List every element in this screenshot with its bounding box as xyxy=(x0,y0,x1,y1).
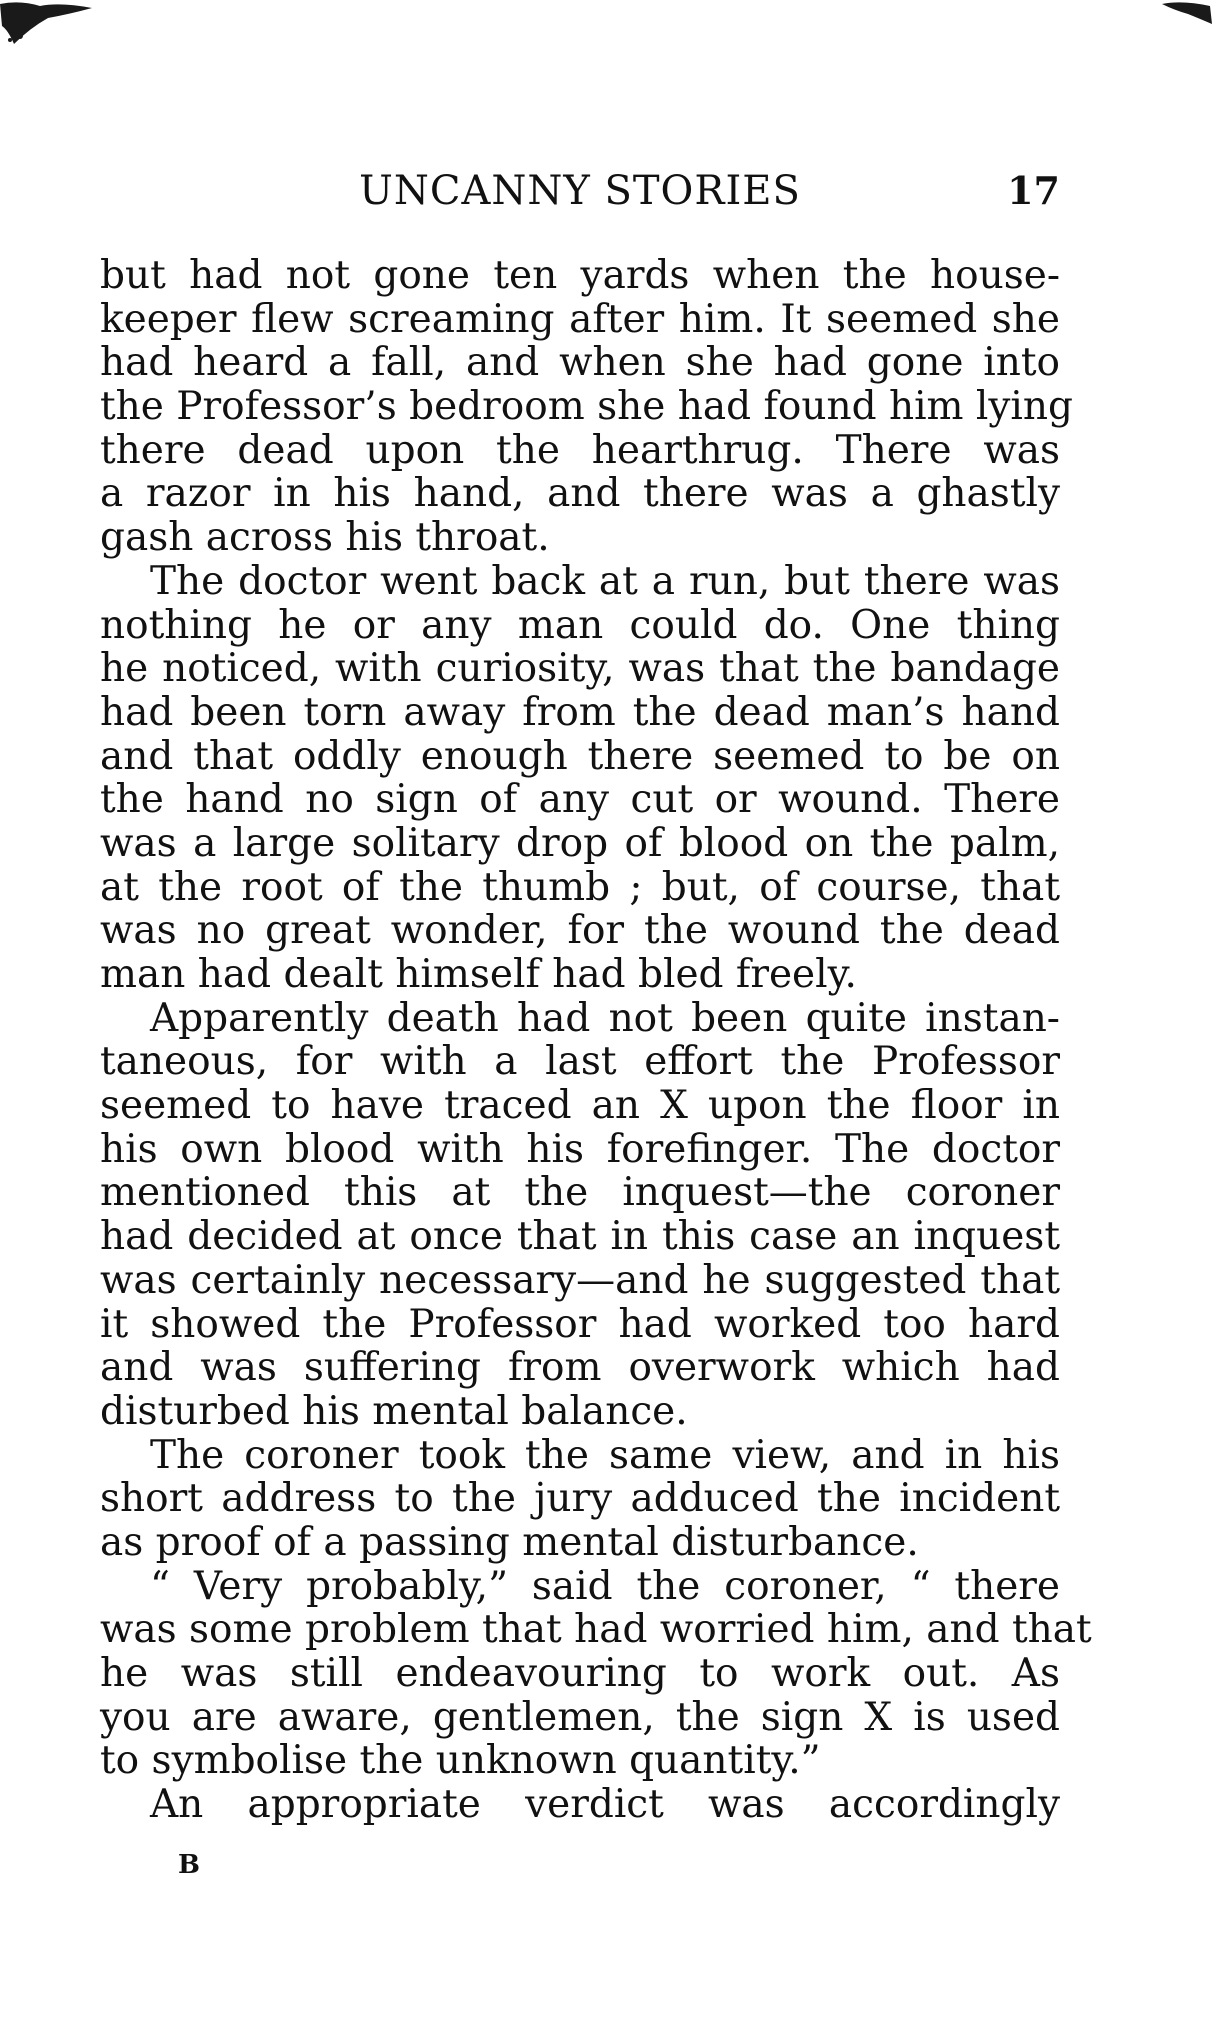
text-line: disturbed his mental balance. xyxy=(100,1388,688,1434)
text-line: seemed to have traced an X upon the floor in xyxy=(100,1083,1060,1129)
text-line: and that oddly enough there seemed to be on xyxy=(100,733,1060,779)
text-line: the Professor’s bedroom she had found him lying xyxy=(100,384,1073,430)
text-line: nothing he or any man could do. One thing xyxy=(100,602,1060,648)
ink-blot-decoration xyxy=(0,0,100,50)
text-line: a razor in his hand, and there was a ghastly xyxy=(100,471,1060,517)
text-line: had heard a fall, and when she had gone into xyxy=(100,340,1060,386)
text-line: he noticed, with curiosity, was that the bandage xyxy=(100,646,1060,692)
text-line: keeper flew screaming after him. It seemed she xyxy=(100,296,1060,342)
text-line: but had not gone ten yards when the house- xyxy=(100,253,1060,298)
text-line: gash across his throat. xyxy=(100,515,550,561)
text-line: was a large solitary drop of blood on the palm, xyxy=(100,820,1060,866)
running-header xyxy=(100,166,1060,216)
text-line: at the root of the thumb ; but, of course, that xyxy=(100,864,1060,910)
text-line: he was still endeavouring to work out. As xyxy=(100,1651,1060,1696)
text-line: there dead upon the hearthrug. There was xyxy=(100,427,1060,473)
signature-mark: B xyxy=(178,1850,200,1880)
text-line: his own blood with his forefinger. The doctor xyxy=(100,1126,1060,1172)
text-line: as proof of a passing mental disturbance. xyxy=(100,1519,919,1565)
text-line: Apparently death had not been quite instan- xyxy=(150,995,1060,1041)
text-line: man had dealt himself had bled freely. xyxy=(100,952,857,997)
text-line: had decided at once that in this case an inquest xyxy=(100,1214,1060,1260)
text-line: to symbolise the unknown quantity.” xyxy=(100,1738,821,1784)
ink-blot-decoration xyxy=(1152,0,1212,30)
text-line: you are aware, gentlemen, the sign X is used xyxy=(100,1694,1060,1740)
text-line: and was suffering from overwork which had xyxy=(100,1345,1060,1391)
text-line: it showed the Professor had worked too hard xyxy=(100,1301,1060,1347)
text-line: The doctor went back at a run, but there was xyxy=(150,558,1060,604)
text-line: “ Very probably,” said the coroner, “ there xyxy=(150,1563,1060,1609)
page-number: 17 xyxy=(1007,168,1060,213)
text-line: the hand no sign of any cut or wound. There xyxy=(100,777,1060,823)
running-title: UNCANNY STORIES xyxy=(359,168,801,214)
text-line: The coroner took the same view, and in his xyxy=(150,1432,1060,1478)
text-line: was certainly necessary—and he suggested that xyxy=(100,1257,1060,1303)
body-text xyxy=(100,253,1092,1828)
text-line: was no great wonder, for the wound the dead xyxy=(100,908,1060,954)
text-line: was some problem that had worried him, and that xyxy=(100,1607,1092,1653)
text-line: taneous, for with a last effort the Professor xyxy=(100,1039,1060,1085)
text-line: had been torn away from the dead man’s hand xyxy=(100,689,1060,735)
text-line: short address to the jury adduced the incident xyxy=(100,1476,1060,1522)
text-line: mentioned this at the inquest—the coroner xyxy=(100,1170,1060,1216)
text-line: An appropriate verdict was accordingly xyxy=(150,1782,1060,1828)
